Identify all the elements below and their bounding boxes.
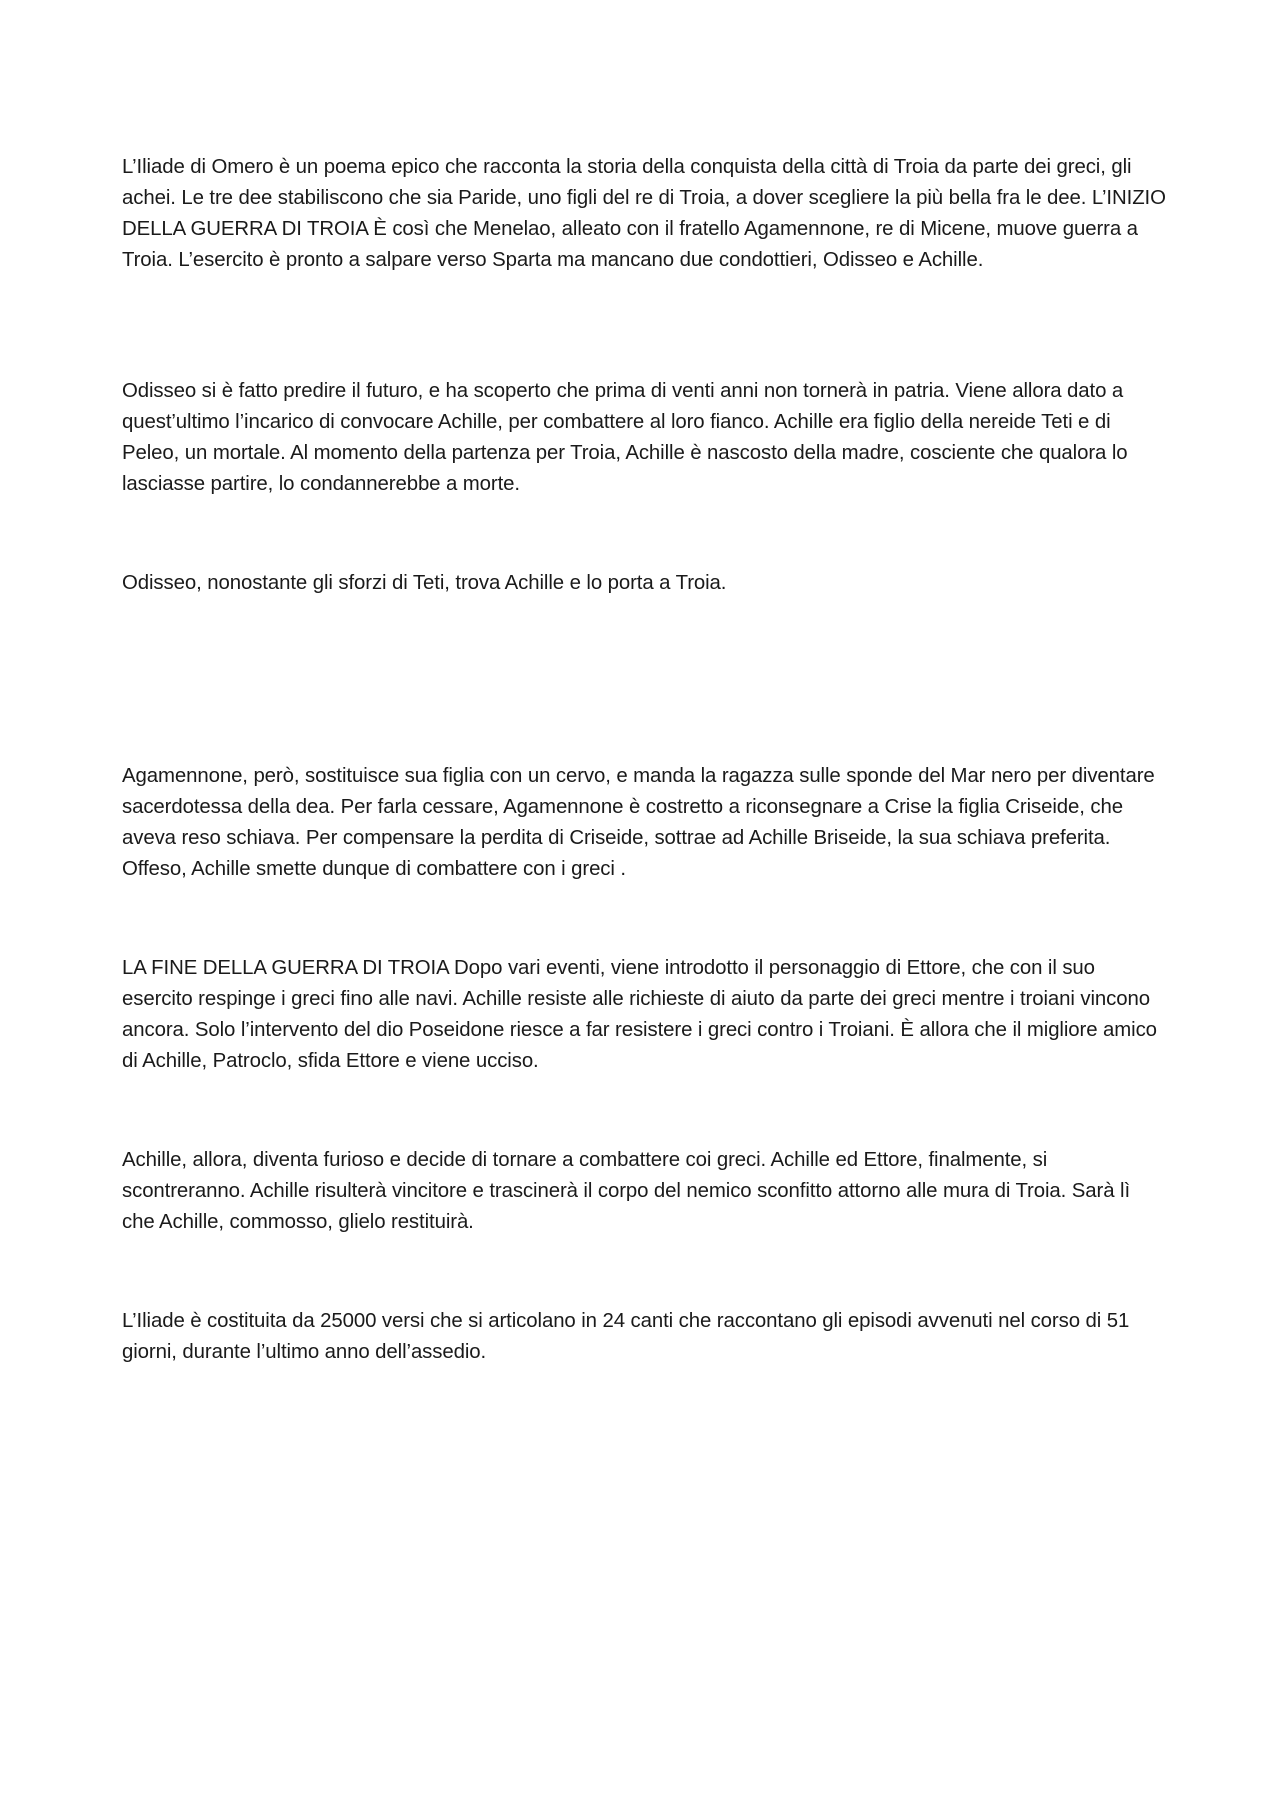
paragraph-odisseo-trova-achille: Odisseo, nonostante gli sforzi di Teti, trova Achille e lo porta a Troia.	[122, 572, 727, 594]
paragraph-odisseo-achille: Odisseo si è fatto predire il futuro, e ha scoperto che prima di venti anni non tornerà in patria. Viene allora dato a quest’ultimo l’incarico di convocare Achille, per combattere al loro fianco. Achille era figlio della nereide Teti e di Peleo, un mortale. Al momento della partenza per Troia, Achille è nascosto della madre, cosciente che qualora lo lasciasse partire, lo condannerebbe a morte.	[122, 380, 1128, 495]
paragraph-agamennone: Agamennone, però, sostituisce sua figlia con un cervo, e manda la ragazza sulle sponde del Mar nero per diventare sacerdotessa della dea. Per farla cessare, Agamennone è costretto a riconsegnare a Crise la figlia Criseide, che aveva reso schiava. Per compensare la perdita di Criseide, sottrae ad Achille Briseide, la sua schiava preferita. Offeso, Achille smette dunque di combattere con i greci .	[122, 765, 1155, 880]
paragraph-struttura-iliade: L’Iliade è costituita da 25000 versi che si articolano in 24 canti che raccontano gli episodi avvenuti nel corso di 51 giorni, durante l’ultimo anno dell’assedio.	[122, 1310, 1130, 1363]
paragraph-intro: L’Iliade di Omero è un poema epico che racconta la storia della conquista della città di Troia da parte dei greci, gli achei. Le tre dee stabiliscono che sia Paride, uno figli del re di Troia, a dover scegliere la più bella fra le dee. L’INIZIO DELLA GUERRA DI TROIA È così che Menelao, alleato con il fratello Agamennone, re di Micene, muove guerra a Troia. L’esercito è pronto a salpare verso Sparta ma mancano due condottieri, Odisseo e Achille.	[122, 156, 1166, 271]
paragraph-fine-guerra: LA FINE DELLA GUERRA DI TROIA Dopo vari eventi, viene introdotto il personaggio di Ettore, che con il suo esercito respinge i greci fino alle navi. Achille resiste alle richieste di aiuto da parte dei greci mentre i troiani vincono ancora. Solo l’intervento del dio Poseidone riesce a far resistere i greci contro i Troiani. È allora che il migliore amico di Achille, Patroclo, sfida Ettore e viene ucciso.	[122, 957, 1157, 1072]
paragraph-achille-ettore: Achille, allora, diventa furioso e decide di tornare a combattere coi greci. Achille ed Ettore, finalmente, si scontreranno. Achille risulterà vincitore e trascinerà il corpo del nemico sconfitto attorno alle mura di Troia. Sarà lì che Achille, commosso, glielo restituirà.	[122, 1149, 1131, 1233]
